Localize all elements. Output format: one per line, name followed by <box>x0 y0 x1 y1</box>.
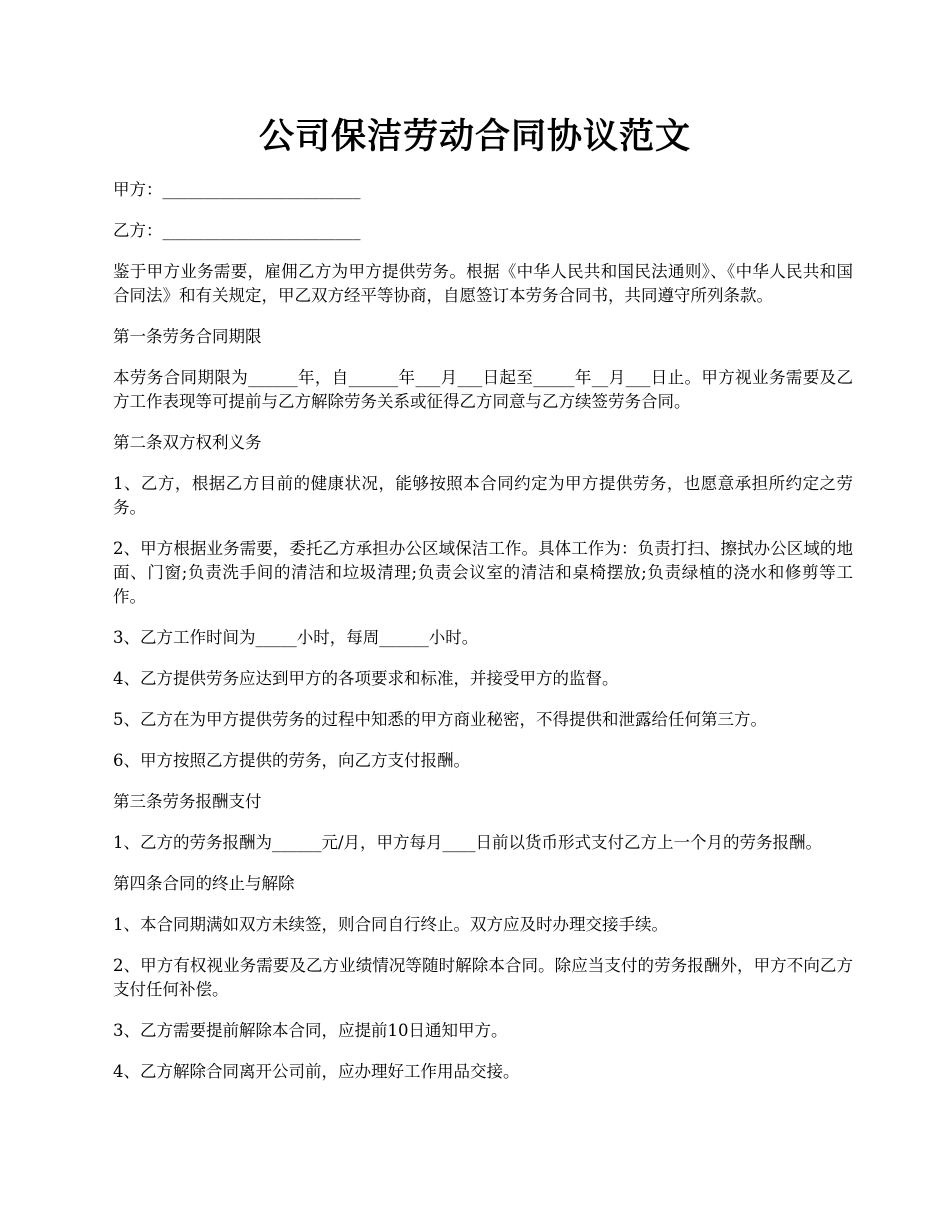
article-2-clause-4: 4、乙方提供劳务应达到甲方的各项要求和标准，并接受甲方的监督。 <box>113 669 619 688</box>
preamble-paragraph: 鉴于甲方业务需要，雇佣乙方为甲方提供劳务。根据《中华人民共和国民法通则》、《中华人民共和国合同法》和有关规定，甲乙双方经平等协商，自愿签订本劳务合同书，共同遵守所列条款。 <box>113 262 853 305</box>
article-1-paragraph: 本劳务合同期限为______年，自______年___月___日起至_____年__月___日止。甲方视业务需要及乙方工作表现等可提前与乙方解除劳务关系或征得乙方同意与乙方续签劳务合同。 <box>113 368 853 411</box>
article-4-clause-1: 1、本合同期满如双方未续签，则合同自行终止。双方应及时办理交接手续。 <box>113 915 668 934</box>
document-title: 公司保洁劳动合同协议范文 <box>258 116 691 157</box>
article-2-clause-6: 6、甲方按照乙方提供的劳务，向乙方支付报酬。 <box>113 751 470 770</box>
article-4-clause-4: 4、乙方解除合同离开公司前，应办理好工作用品交接。 <box>113 1062 520 1081</box>
document-body <box>113 178 853 1101</box>
article-2-clause-5: 5、乙方在为甲方提供劳务的过程中知悉的甲方商业秘密，不得提供和泄露给任何第三方。 <box>113 710 767 729</box>
article-2-clause-3: 3、乙方工作时间为_____小时，每周______小时。 <box>113 628 479 647</box>
article-3-clause-1: 1、乙方的劳务报酬为______元/月，甲方每月____日前以货币形式支付乙方上一个月的劳务报酬。 <box>113 833 823 852</box>
article-2-heading: 第二条双方权利义务 <box>113 433 262 452</box>
article-4-clause-2: 2、甲方有权视业务需要及乙方业绩情况等随时解除本合同。除应当支付的劳务报酬外，甲方不向乙方支付任何补偿。 <box>113 956 853 999</box>
article-2-clause-2: 2、甲方根据业务需要，委托乙方承担办公区域保洁工作。具体工作为：负责打扫、擦拭办公区域的地面、门窗;负责洗手间的清洁和垃圾清理;负责会议室的清洁和桌椅摆放;负责绿植的浇水和修剪等工作。 <box>113 539 853 606</box>
party-a-line: 甲方：________________________ <box>113 180 361 199</box>
article-1-heading: 第一条劳务合同期限 <box>113 327 262 346</box>
article-3-heading: 第三条劳务报酬支付 <box>113 792 262 811</box>
article-4-heading: 第四条合同的终止与解除 <box>113 874 295 893</box>
article-4-clause-3: 3、乙方需要提前解除本合同，应提前10日通知甲方。 <box>113 1021 508 1040</box>
party-b-line: 乙方：________________________ <box>113 221 361 240</box>
article-2-clause-1: 1、乙方，根据乙方目前的健康状况，能够按照本合同约定为甲方提供劳务，也愿意承担所约定之劳务。 <box>113 474 853 517</box>
